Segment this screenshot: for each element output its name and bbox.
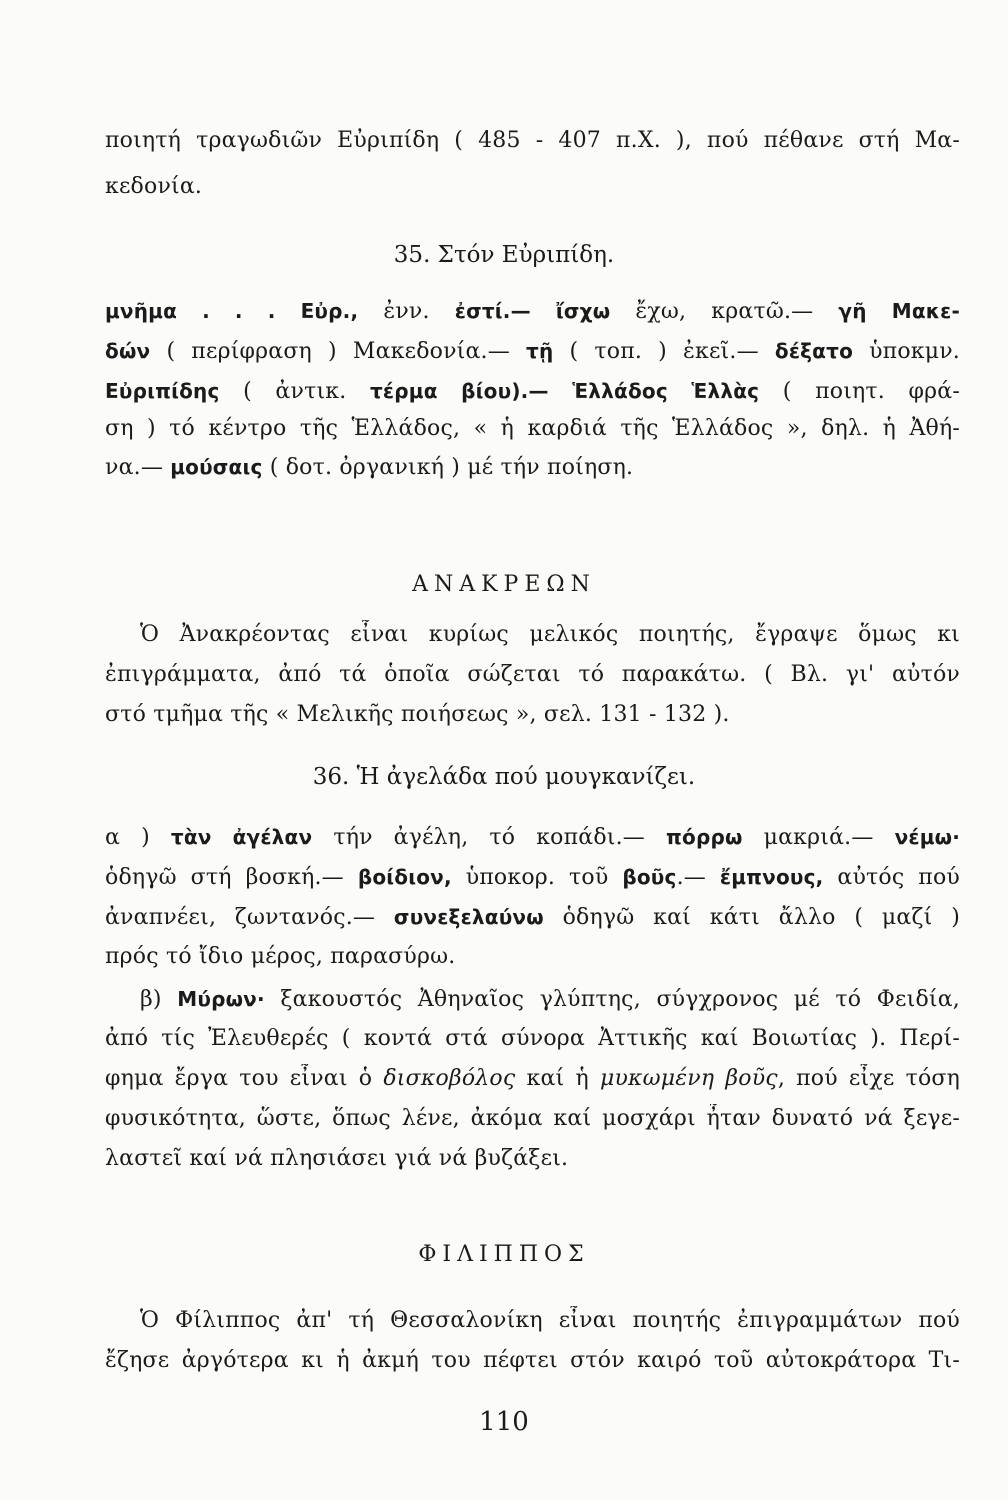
entry-36b-segment: καί ἡ (515, 1066, 600, 1091)
entry-36a-line-4 (105, 942, 960, 972)
entry-36a-segment: βοῦς (622, 865, 677, 889)
entry-36b-line-2 (105, 1024, 960, 1054)
entry-35-title-text: 35. Στόν Εὐριπίδη. (393, 242, 615, 268)
entry-35-segment: τέρμα βίου).— (369, 379, 573, 403)
entry-35-segment: ἐνν. (358, 299, 455, 324)
entry-36a-segment: πόρρω (666, 825, 743, 849)
entry-35-segment: ση ) τό κέντρο τῆς Ἑλλάδος, « ἡ καρδιά τῆς Ἑλλάδος », δηλ. ἡ Ἀθή- (105, 416, 960, 441)
section-title-anakreon: ΑΝΑΚΡΕΩΝ (412, 572, 596, 597)
entry-36a-segment: τήν ἀγέλη, τό κοπάδι.— (312, 825, 667, 850)
entry-35-segment: ὑποκμν. (853, 339, 960, 364)
entry-35-title (0, 240, 1008, 270)
entry-36-title (0, 762, 1008, 792)
entry-36a-segment: μακριά.— (742, 825, 895, 850)
entry-36b-segment: , πού εἶχε τόση (777, 1066, 960, 1091)
entry-35-segment: γῆ Μακε- (838, 299, 960, 323)
intro-line-1: ποιητή τραγωδιῶν Εὐριπίδη ( 485 - 407 π.Χ. ), πού πέθανε στή Μα- (105, 128, 960, 153)
entry-35-segment: μνῆμα . . . Εὐρ., (105, 299, 359, 323)
entry-35-segment: ( δοτ. ὀργανική ) μέ τήν ποίηση. (262, 455, 634, 480)
entry-35-segment: ( περίφραση ) Μακεδονία.— (150, 339, 527, 364)
entry-35-segment: ἐστί.— (454, 299, 531, 323)
entry-36b-segment: Μύρων· (177, 987, 265, 1011)
entry-36a-segment: .— (676, 865, 720, 890)
entry-35-segment: Εὐριπίδης (105, 379, 220, 403)
entry-35-line-1 (105, 296, 960, 327)
entry-35-line-5 (105, 452, 960, 483)
entry-36b-segment: φυσικότητα, ὥστε, ὅπως λένε, ἀκόμα καί μοσχάρι ἦταν δυνατό νά ξεγε- (105, 1106, 960, 1131)
entry-36b-segment: ξακουστός Ἀθηναῖος γλύπτης, σύγχρονος μέ τό Φειδία, (264, 987, 960, 1012)
entry-35-segment: ( ἀντικ. (219, 379, 370, 404)
entry-35-line-3 (105, 376, 960, 407)
entry-35-segment: να.— (105, 455, 171, 480)
entry-35-line-2 (105, 336, 960, 367)
entry-36a-line-2 (105, 862, 960, 893)
entry-35-line-4 (105, 414, 960, 444)
entry-35-segment: ἴσχω (530, 299, 611, 323)
entry-36b-segment: β) (140, 987, 178, 1012)
entry-36b-line-5 (105, 1144, 960, 1174)
entry-36b-line-4 (105, 1104, 960, 1134)
entry-36a-segment: ὁδηγῶ καί κάτι ἄλλο ( μαζί ) (543, 905, 960, 930)
entry-36a-segment: ἔμπνους, (719, 865, 824, 889)
entry-36b-segment: δισκοβόλος (383, 1066, 516, 1091)
entry-35-segment: Ἑλλάδος Ἑλλὰς (572, 379, 760, 403)
entry-36b-segment: φημα ἔργα του εἶναι ὁ (105, 1066, 384, 1091)
entry-35-segment: ( τοπ. ) ἐκεῖ.— (553, 339, 775, 364)
entry-35-segment: ἔχω, κρατῶ.— (610, 299, 839, 324)
entry-36b-segment: μυκωμένη βοῦς (599, 1066, 778, 1091)
entry-36a-segment: συνεξελαύνω (393, 905, 544, 929)
entry-36a-segment: βοίδιον, (357, 865, 452, 889)
entry-35-segment: μούσαις (170, 455, 263, 479)
entry-36b-segment: ἀπό τίς Ἐλευθερές ( κοντά στά σύνορα Ἀττικῆς καί Βοιωτίας ). Περί- (105, 1026, 960, 1051)
intro-line-2: κεδονία. (105, 174, 203, 199)
philippos-line-2: ἔζησε ἀργότερα κι ἡ ἀκμή του πέφτει στόν καιρό τοῦ αὐτοκράτορα Τι- (105, 1348, 960, 1373)
entry-36a-line-3 (105, 902, 960, 933)
entry-35-segment: δών (105, 339, 151, 363)
entry-35-segment: δέξατο (774, 339, 854, 363)
entry-36b-line-3 (105, 1064, 960, 1094)
page-number: 110 (479, 1407, 529, 1437)
entry-36-title-text: 36. Ἡ ἀγελάδα πού μουγκανίζει. (312, 764, 696, 790)
entry-36a-segment: αὐτός πού (823, 865, 960, 890)
anakreon-line-2: ἐπιγράμματα, ἀπό τά ὁποῖα σώζεται τό παρακάτω. ( Βλ. γι' αὐτόν (105, 662, 960, 687)
entry-36a-segment: νέμω· (894, 825, 960, 849)
entry-36a-line-1 (105, 822, 960, 853)
section-title-philippos: ΦΙΛΙΠΠΟΣ (418, 1242, 590, 1267)
entry-36a-segment: ὁδηγῶ στή βοσκή.— (105, 865, 358, 890)
entry-36b-line-1 (140, 984, 960, 1015)
entry-36a-segment: ἀναπνέει, ζωντανός.— (105, 905, 394, 930)
entry-36a-segment: τὰν ἀγέλαν (170, 825, 313, 849)
entry-36b-segment: λαστεῖ καί νά πλησιάσει γιά νά βυζάξει. (105, 1146, 569, 1171)
anakreon-line-1: Ὁ Ἀνακρέοντας εἶναι κυρίως μελικός ποιητής, ἔγραψε ὅμως κι (140, 622, 960, 647)
entry-35-segment: ( ποιητ. φρά- (759, 379, 960, 404)
entry-36a-segment: πρός τό ἴδιο μέρος, παρασύρω. (105, 944, 456, 969)
entry-36a-segment: ὑποκορ. τοῦ (451, 865, 623, 890)
entry-35-segment: τῇ (526, 339, 554, 363)
entry-36a-segment: α ) (105, 825, 171, 850)
philippos-line-1: Ὁ Φίλιππος ἀπ' τή Θεσσαλονίκη εἶναι ποιητής ἐπιγραμμάτων πού (140, 1308, 960, 1333)
anakreon-line-3: στό τμῆμα τῆς « Μελικῆς ποιήσεως », σελ. 131 - 132 ). (105, 702, 730, 727)
